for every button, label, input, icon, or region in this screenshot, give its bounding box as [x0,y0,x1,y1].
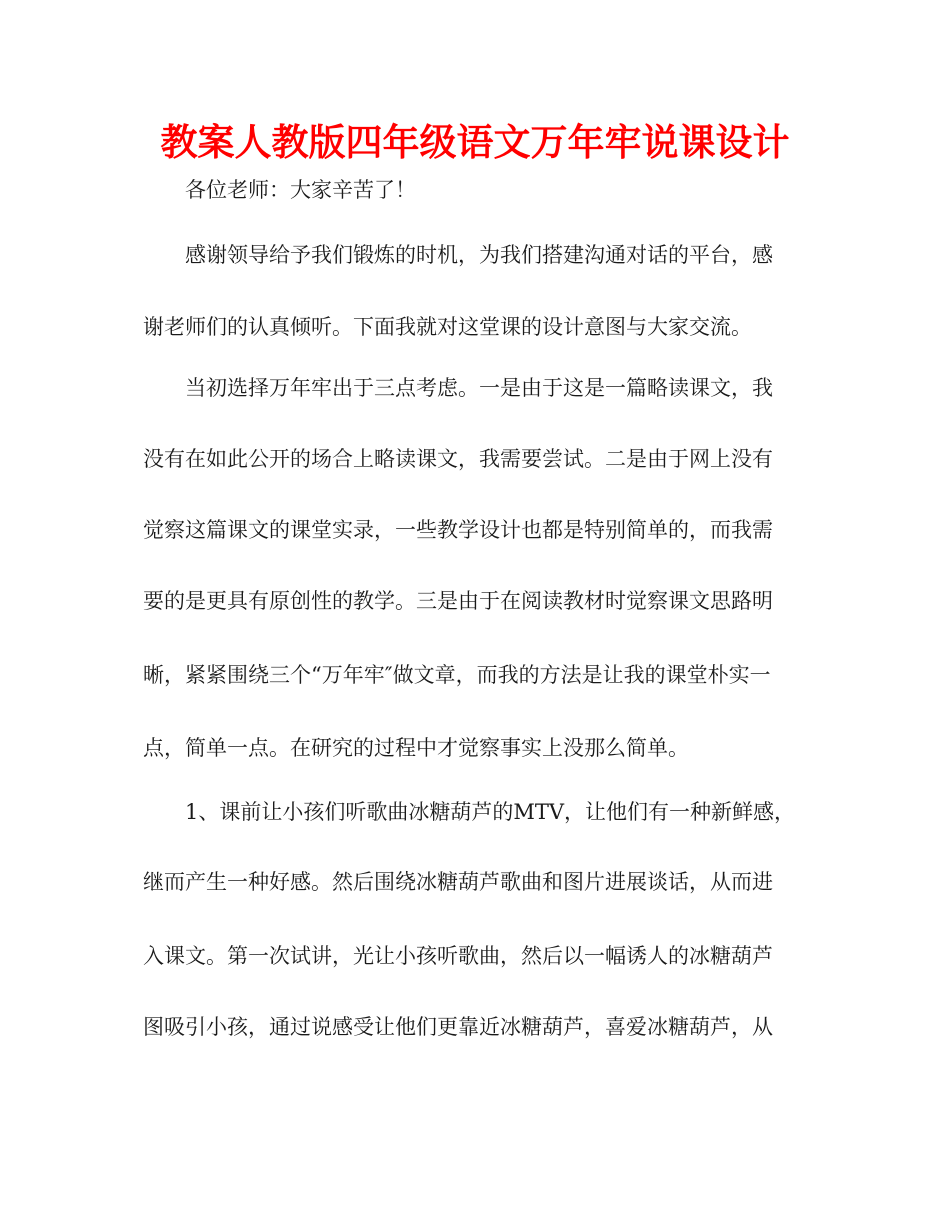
paragraph-line: 点，简单一点。在研究的过程中才觉察事实上没那么简单。 [143,736,689,760]
paragraph-line: 谢老师们的认真倾听。下面我就对这堂课的设计意图与大家交流。 [143,315,752,339]
paragraph-line: 晰，紧紧围绕三个“万年牢″做文章，而我的方法是让我的课堂朴实一 [143,663,771,687]
paragraph-line: 入课文。第一次试讲，光让小孩听歌曲，然后以一幅诱人的冰糖葫芦 [143,944,773,968]
paragraph-line: 觉察这篇课文的课堂实录，一些教学设计也都是特别简单的，而我需 [143,518,773,542]
document-title: 教案人教版四年级语文万年牢说课设计 [160,121,790,164]
paragraph-line: 继而产生一种好感。然后围绕冰糖葫芦歌曲和图片进展谈话，从而进 [143,870,773,894]
paragraph-line: 图吸引小孩，通过说感受让他们更靠近冰糖葫芦，喜爱冰糖葫芦，从 [143,1015,773,1039]
paragraph-line: 没有在如此公开的场合上略读课文，我需要尝试。二是由于网上没有 [143,447,773,471]
greeting-line: 各位老师：大家辛苦了！ [185,178,416,202]
paragraph-line: 要的是更具有原创性的教学。三是由于在阅读教材时觉察课文思路明 [143,589,773,613]
paragraph-line: 1、课前让小孩们听歌曲冰糖葫芦的MTV，让他们有一种新鲜感， [185,800,796,824]
paragraph-line: 当初选择万年牢出于三点考虑。一是由于这是一篇略读课文，我 [185,376,773,400]
paragraph-line: 感谢领导给予我们锻炼的时机，为我们搭建沟通对话的平台，感 [185,243,773,267]
